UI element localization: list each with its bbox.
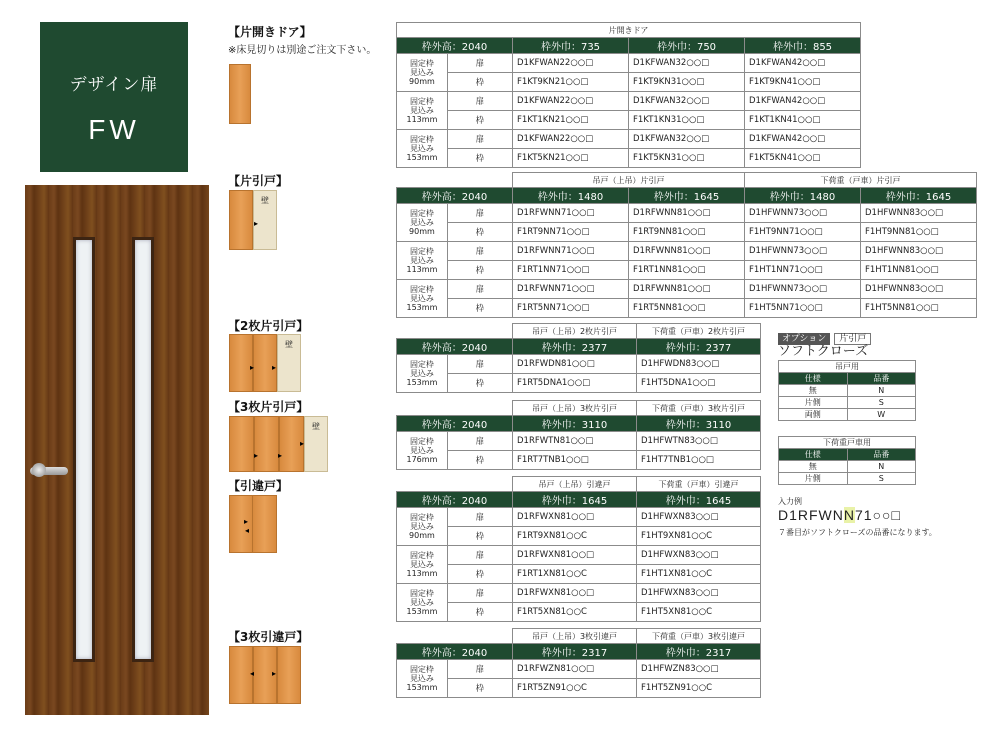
table-cell: 固定枠 見込み 90mm xyxy=(397,54,448,92)
arrow-icon: ▸ xyxy=(272,363,277,372)
table-cell: 枠 xyxy=(447,451,512,470)
spec-table-nimai xyxy=(396,323,761,393)
arrow-icon: ▸ xyxy=(254,219,259,228)
table-cell: D1RFWNN81○○□ xyxy=(629,204,745,223)
table-cell: D1HFWNN73○○□ xyxy=(745,242,861,261)
table-cell: 固定枠 見込み 90mm xyxy=(397,204,448,242)
table-header-cell: 枠外巾：2377 xyxy=(637,339,761,355)
table-cell: F1RT5NN71○○□ xyxy=(513,299,629,318)
table-cell: F1HT1NN71○○□ xyxy=(745,261,861,280)
table-cell: F1RT9XN81○○C xyxy=(513,527,637,546)
table-header-cell xyxy=(397,477,513,492)
spec-table-sanmai xyxy=(396,400,761,470)
product-code: FW xyxy=(88,114,140,145)
table-cell: 扉 xyxy=(447,660,512,679)
table-cell: D1RFWXN81○○□ xyxy=(513,584,637,603)
table-cell: 固定枠 見込み 153mm xyxy=(397,280,448,318)
table-cell: F1RT9NN81○○□ xyxy=(629,223,745,242)
option-badge: オプション xyxy=(778,333,830,345)
thumb-hiraki xyxy=(229,64,251,124)
table-cell: D1HFWXN83○○□ xyxy=(637,584,761,603)
table-header-cell: 枠外高：2040 xyxy=(397,38,513,54)
table-header-cell: 品番 xyxy=(847,373,916,385)
table-cell: D1RFWNN81○○□ xyxy=(629,280,745,299)
example-note: ７番目がソフトクローズの品番になります。 xyxy=(778,528,937,537)
table-cell: 扉 xyxy=(447,54,512,73)
table-cell: D1HFWXN83○○□ xyxy=(637,546,761,565)
table-cell: F1HT5ZN91○○C xyxy=(637,679,761,698)
table-cell: 扉 xyxy=(447,432,512,451)
arrow-icon: ▸ xyxy=(278,451,283,460)
table-cell: 固定枠 見込み 153mm xyxy=(397,584,448,622)
table-header-cell: 枠外巾：1645 xyxy=(629,188,745,204)
table-header-cell xyxy=(397,401,513,416)
table-header-cell: 吊戸（上吊）片引戸 xyxy=(513,173,745,188)
table-cell: 枠 xyxy=(447,261,512,280)
table-cell: 無 xyxy=(779,385,848,397)
table-cell: F1KT9KN21○○□ xyxy=(513,73,629,92)
table-cell: D1HFWTN83○○□ xyxy=(637,432,761,451)
table-cell: 固定枠 見込み 153mm xyxy=(397,355,448,393)
section-hiraki-note: ※床見切りは別途ご注文下さい。 xyxy=(228,45,377,56)
table-cell: 無 xyxy=(779,461,848,473)
arrow-icon: ◂ xyxy=(250,669,255,678)
thumb-hikichigai-2 xyxy=(252,495,277,553)
table-cell: D1HFWZN83○○□ xyxy=(637,660,761,679)
table-cell: D1RFWZN81○○□ xyxy=(513,660,637,679)
table-header-cell: 枠外高：2040 xyxy=(397,188,513,204)
table-cell: F1RT5ZN91○○C xyxy=(513,679,637,698)
spec-table-hikichigai xyxy=(396,476,761,622)
table-cell: W xyxy=(847,409,916,421)
table-cell: S xyxy=(847,473,916,485)
table-cell: F1RT5NN81○○□ xyxy=(629,299,745,318)
table-cell: F1HT9NN81○○□ xyxy=(861,223,977,242)
table-cell: F1RT1XN81○○C xyxy=(513,565,637,584)
table-cell: D1RFWNN71○○□ xyxy=(513,242,629,261)
thumb-hikichigai-1 xyxy=(229,495,254,553)
arrow-icon: ◂ xyxy=(245,526,250,535)
table-cell: F1RT1NN71○○□ xyxy=(513,261,629,280)
table-header-cell: 下荷重（戸車）3枚片引戸 xyxy=(637,401,761,416)
table-header-cell: 下荷重（戸車）3枚引違戸 xyxy=(637,629,761,644)
table-cell: 固定枠 見込み 176mm xyxy=(397,432,448,470)
table-header-cell: 吊戸（上吊）3枚片引戸 xyxy=(513,401,637,416)
table-cell: D1KFWAN22○○□ xyxy=(513,130,629,149)
table-header-cell: 吊戸（上吊）2枚片引戸 xyxy=(513,324,637,339)
table-cell: 両側 xyxy=(779,409,848,421)
table-header-cell: 下荷重戸車用 xyxy=(779,437,916,449)
table-header-cell: 下荷重（戸車）引違戸 xyxy=(637,477,761,492)
table-cell: 枠 xyxy=(447,527,512,546)
thumb-sanmai-2 xyxy=(254,416,279,472)
table-cell: F1RT7TNB1○○□ xyxy=(513,451,637,470)
table-cell: F1KT9KN41○○□ xyxy=(745,73,861,92)
section-katabiki: 【片引戸】 xyxy=(228,174,289,188)
thumb-wall: 壁 xyxy=(304,416,328,472)
table-cell: F1HT9NN71○○□ xyxy=(745,223,861,242)
table-header-cell: 枠外巾：1480 xyxy=(745,188,861,204)
table-cell: F1RT5DNA1○○□ xyxy=(513,374,637,393)
table-cell: D1KFWAN42○○□ xyxy=(745,54,861,73)
section-nimai: 【2枚片引戸】 xyxy=(228,319,309,333)
example-label: 入力例 xyxy=(778,497,802,506)
table-cell: 枠 xyxy=(447,603,512,622)
table-cell: 扉 xyxy=(447,584,512,603)
table-cell: 固定枠 見込み 153mm xyxy=(397,130,448,168)
table-cell: F1KT1KN31○○□ xyxy=(629,111,745,130)
table-header-cell: 枠外巾：3110 xyxy=(637,416,761,432)
table-cell: F1KT1KN21○○□ xyxy=(513,111,629,130)
table-cell: D1HFWDN83○○□ xyxy=(637,355,761,374)
table-cell: F1KT5KN21○○□ xyxy=(513,149,629,168)
table-cell: D1RFWDN81○○□ xyxy=(513,355,637,374)
table-cell: D1KFWAN32○○□ xyxy=(629,130,745,149)
table-header-cell: 吊戸（上吊）引違戸 xyxy=(513,477,637,492)
thumb-wall: 壁 xyxy=(277,334,301,392)
table-cell: D1RFWNN71○○□ xyxy=(513,204,629,223)
spec-table-hiraki xyxy=(396,22,861,168)
table-cell: F1HT1NN81○○□ xyxy=(861,261,977,280)
table-header-cell: 枠外高：2040 xyxy=(397,416,513,432)
table-header-cell: 枠外巾：2317 xyxy=(637,644,761,660)
table-header-cell: 吊戸（上吊）3枚引違戸 xyxy=(513,629,637,644)
section-sanmai-hikichigai: 【3枚引違戸】 xyxy=(228,630,309,644)
table-header-cell: 枠外巾：2377 xyxy=(513,339,637,355)
table-cell: 扉 xyxy=(447,355,512,374)
glass-slit-right xyxy=(132,237,154,662)
table-header-cell: 下荷重（戸車）片引戸 xyxy=(745,173,977,188)
table-cell: 固定枠 見込み 90mm xyxy=(397,508,448,546)
table-cell: D1RFWXN81○○□ xyxy=(513,546,637,565)
example-highlight: N xyxy=(843,507,856,523)
table-cell: 固定枠 見込み 113mm xyxy=(397,546,448,584)
table-header-cell: 品番 xyxy=(847,449,916,461)
table-header-cell: 仕様 xyxy=(779,373,848,385)
section-hiraki: 【片開きドア】 xyxy=(228,25,312,39)
table-cell: F1RT1NN81○○□ xyxy=(629,261,745,280)
spec-table-katabiki xyxy=(396,172,977,318)
table-cell: 枠 xyxy=(447,299,512,318)
table-header-cell: 枠外巾：1645 xyxy=(637,492,761,508)
table-cell: 扉 xyxy=(447,280,512,299)
table-cell: F1HT1XN81○○C xyxy=(637,565,761,584)
table-cell: 扉 xyxy=(447,546,512,565)
door-handle-icon xyxy=(30,467,68,475)
table-cell: D1RFWXN81○○□ xyxy=(513,508,637,527)
table-header-cell: 枠外巾：1480 xyxy=(513,188,629,204)
table-header-cell: 枠外高：2040 xyxy=(397,339,513,355)
table-cell: 枠 xyxy=(447,679,512,698)
table-cell: D1HFWNN73○○□ xyxy=(745,280,861,299)
option-badge-katabiki: 片引戸 xyxy=(834,333,871,345)
table-cell: 扉 xyxy=(447,130,512,149)
option-title: ソフトクローズ xyxy=(778,344,869,359)
table-cell: D1HFWNN73○○□ xyxy=(745,204,861,223)
section-sanmai: 【3枚片引戸】 xyxy=(228,400,309,414)
table-cell: 枠 xyxy=(447,149,512,168)
table-cell: N xyxy=(847,385,916,397)
table-cell: F1KT1KN41○○□ xyxy=(745,111,861,130)
table-cell: F1HT5DNA1○○□ xyxy=(637,374,761,393)
table-header-cell xyxy=(397,173,513,188)
table-cell: F1KT9KN31○○□ xyxy=(629,73,745,92)
thumb-3hiki-3 xyxy=(277,646,301,704)
product-title: デザイン扉 xyxy=(69,75,159,95)
section-hikichigai: 【引違戸】 xyxy=(228,479,289,493)
table-header-cell xyxy=(397,629,513,644)
arrow-icon: ▸ xyxy=(244,517,249,526)
table-cell: 片側 xyxy=(779,473,848,485)
thumb-sanmai-1 xyxy=(229,416,254,472)
softclose-table-shitanijyu xyxy=(778,436,916,485)
softclose-table-tsurido xyxy=(778,360,916,421)
table-cell: 枠 xyxy=(447,565,512,584)
table-cell: 扉 xyxy=(447,242,512,261)
table-cell: F1HT5NN81○○□ xyxy=(861,299,977,318)
table-header-cell: 枠外巾：750 xyxy=(629,38,745,54)
table-header-cell: 枠外巾：2317 xyxy=(513,644,637,660)
table-cell: 枠 xyxy=(447,73,512,92)
table-cell: D1KFWAN42○○□ xyxy=(745,92,861,111)
table-cell: 片側 xyxy=(779,397,848,409)
table-cell: F1RT5XN81○○C xyxy=(513,603,637,622)
table-cell: 扉 xyxy=(447,508,512,527)
table-cell: 枠 xyxy=(447,374,512,393)
spec-table-sanmai-hikichigai xyxy=(396,628,761,698)
glass-slit-left xyxy=(73,237,95,662)
table-cell: D1RFWTN81○○□ xyxy=(513,432,637,451)
table-cell: F1RT9NN71○○□ xyxy=(513,223,629,242)
table-header-cell: 枠外巾：855 xyxy=(745,38,861,54)
table-cell: S xyxy=(847,397,916,409)
table-cell: D1HFWNN83○○□ xyxy=(861,242,977,261)
table-cell: D1RFWNN71○○□ xyxy=(513,280,629,299)
table-cell: F1HT5NN71○○□ xyxy=(745,299,861,318)
table-cell: D1KFWAN42○○□ xyxy=(745,130,861,149)
table-cell: D1HFWNN83○○□ xyxy=(861,204,977,223)
table-header-cell: 枠外巾：3110 xyxy=(513,416,637,432)
example-code: D1RFWNN71○○□ xyxy=(778,507,901,523)
table-cell: 扉 xyxy=(447,204,512,223)
product-title-box xyxy=(40,22,188,172)
arrow-icon: ▸ xyxy=(300,439,305,448)
table-cell: D1HFWXN83○○□ xyxy=(637,508,761,527)
table-cell: D1RFWNN81○○□ xyxy=(629,242,745,261)
table-cell: 枠 xyxy=(447,111,512,130)
table-header-cell: 枠外巾：735 xyxy=(513,38,629,54)
table-cell: F1HT9XN81○○C xyxy=(637,527,761,546)
table-header-cell xyxy=(397,324,513,339)
table-header-cell: 吊戸用 xyxy=(779,361,916,373)
arrow-icon: ▸ xyxy=(250,363,255,372)
table-cell: D1HFWNN83○○□ xyxy=(861,280,977,299)
table-cell: F1KT5KN31○○□ xyxy=(629,149,745,168)
table-cell: 扉 xyxy=(447,92,512,111)
table-header-cell: 枠外巾：1645 xyxy=(861,188,977,204)
table-cell: D1KFWAN22○○□ xyxy=(513,54,629,73)
table-cell: F1HT5XN81○○C xyxy=(637,603,761,622)
table-cell: F1HT7TNB1○○□ xyxy=(637,451,761,470)
table-cell: 枠 xyxy=(447,223,512,242)
arrow-icon: ▸ xyxy=(254,451,259,460)
table-header-cell: 枠外高：2040 xyxy=(397,644,513,660)
table-header-cell: 枠外巾：1645 xyxy=(513,492,637,508)
thumb-wall: 壁 xyxy=(253,190,277,250)
table-cell: D1KFWAN32○○□ xyxy=(629,92,745,111)
table-header-cell: 下荷重（戸車）2枚片引戸 xyxy=(637,324,761,339)
table-header-cell: 枠外高：2040 xyxy=(397,492,513,508)
table-cell: 固定枠 見込み 113mm xyxy=(397,242,448,280)
table-cell: 固定枠 見込み 153mm xyxy=(397,660,448,698)
thumb-katabiki xyxy=(229,190,253,250)
table-cell: 固定枠 見込み 113mm xyxy=(397,92,448,130)
table-cell: F1KT5KN41○○□ xyxy=(745,149,861,168)
table-header-cell: 仕様 xyxy=(779,449,848,461)
table-cell: D1KFWAN32○○□ xyxy=(629,54,745,73)
table-cell: D1KFWAN22○○□ xyxy=(513,92,629,111)
table-cell: N xyxy=(847,461,916,473)
door-illustration xyxy=(25,185,209,715)
arrow-icon: ▸ xyxy=(272,669,277,678)
table-header-cell: 片開きドア xyxy=(397,23,861,38)
